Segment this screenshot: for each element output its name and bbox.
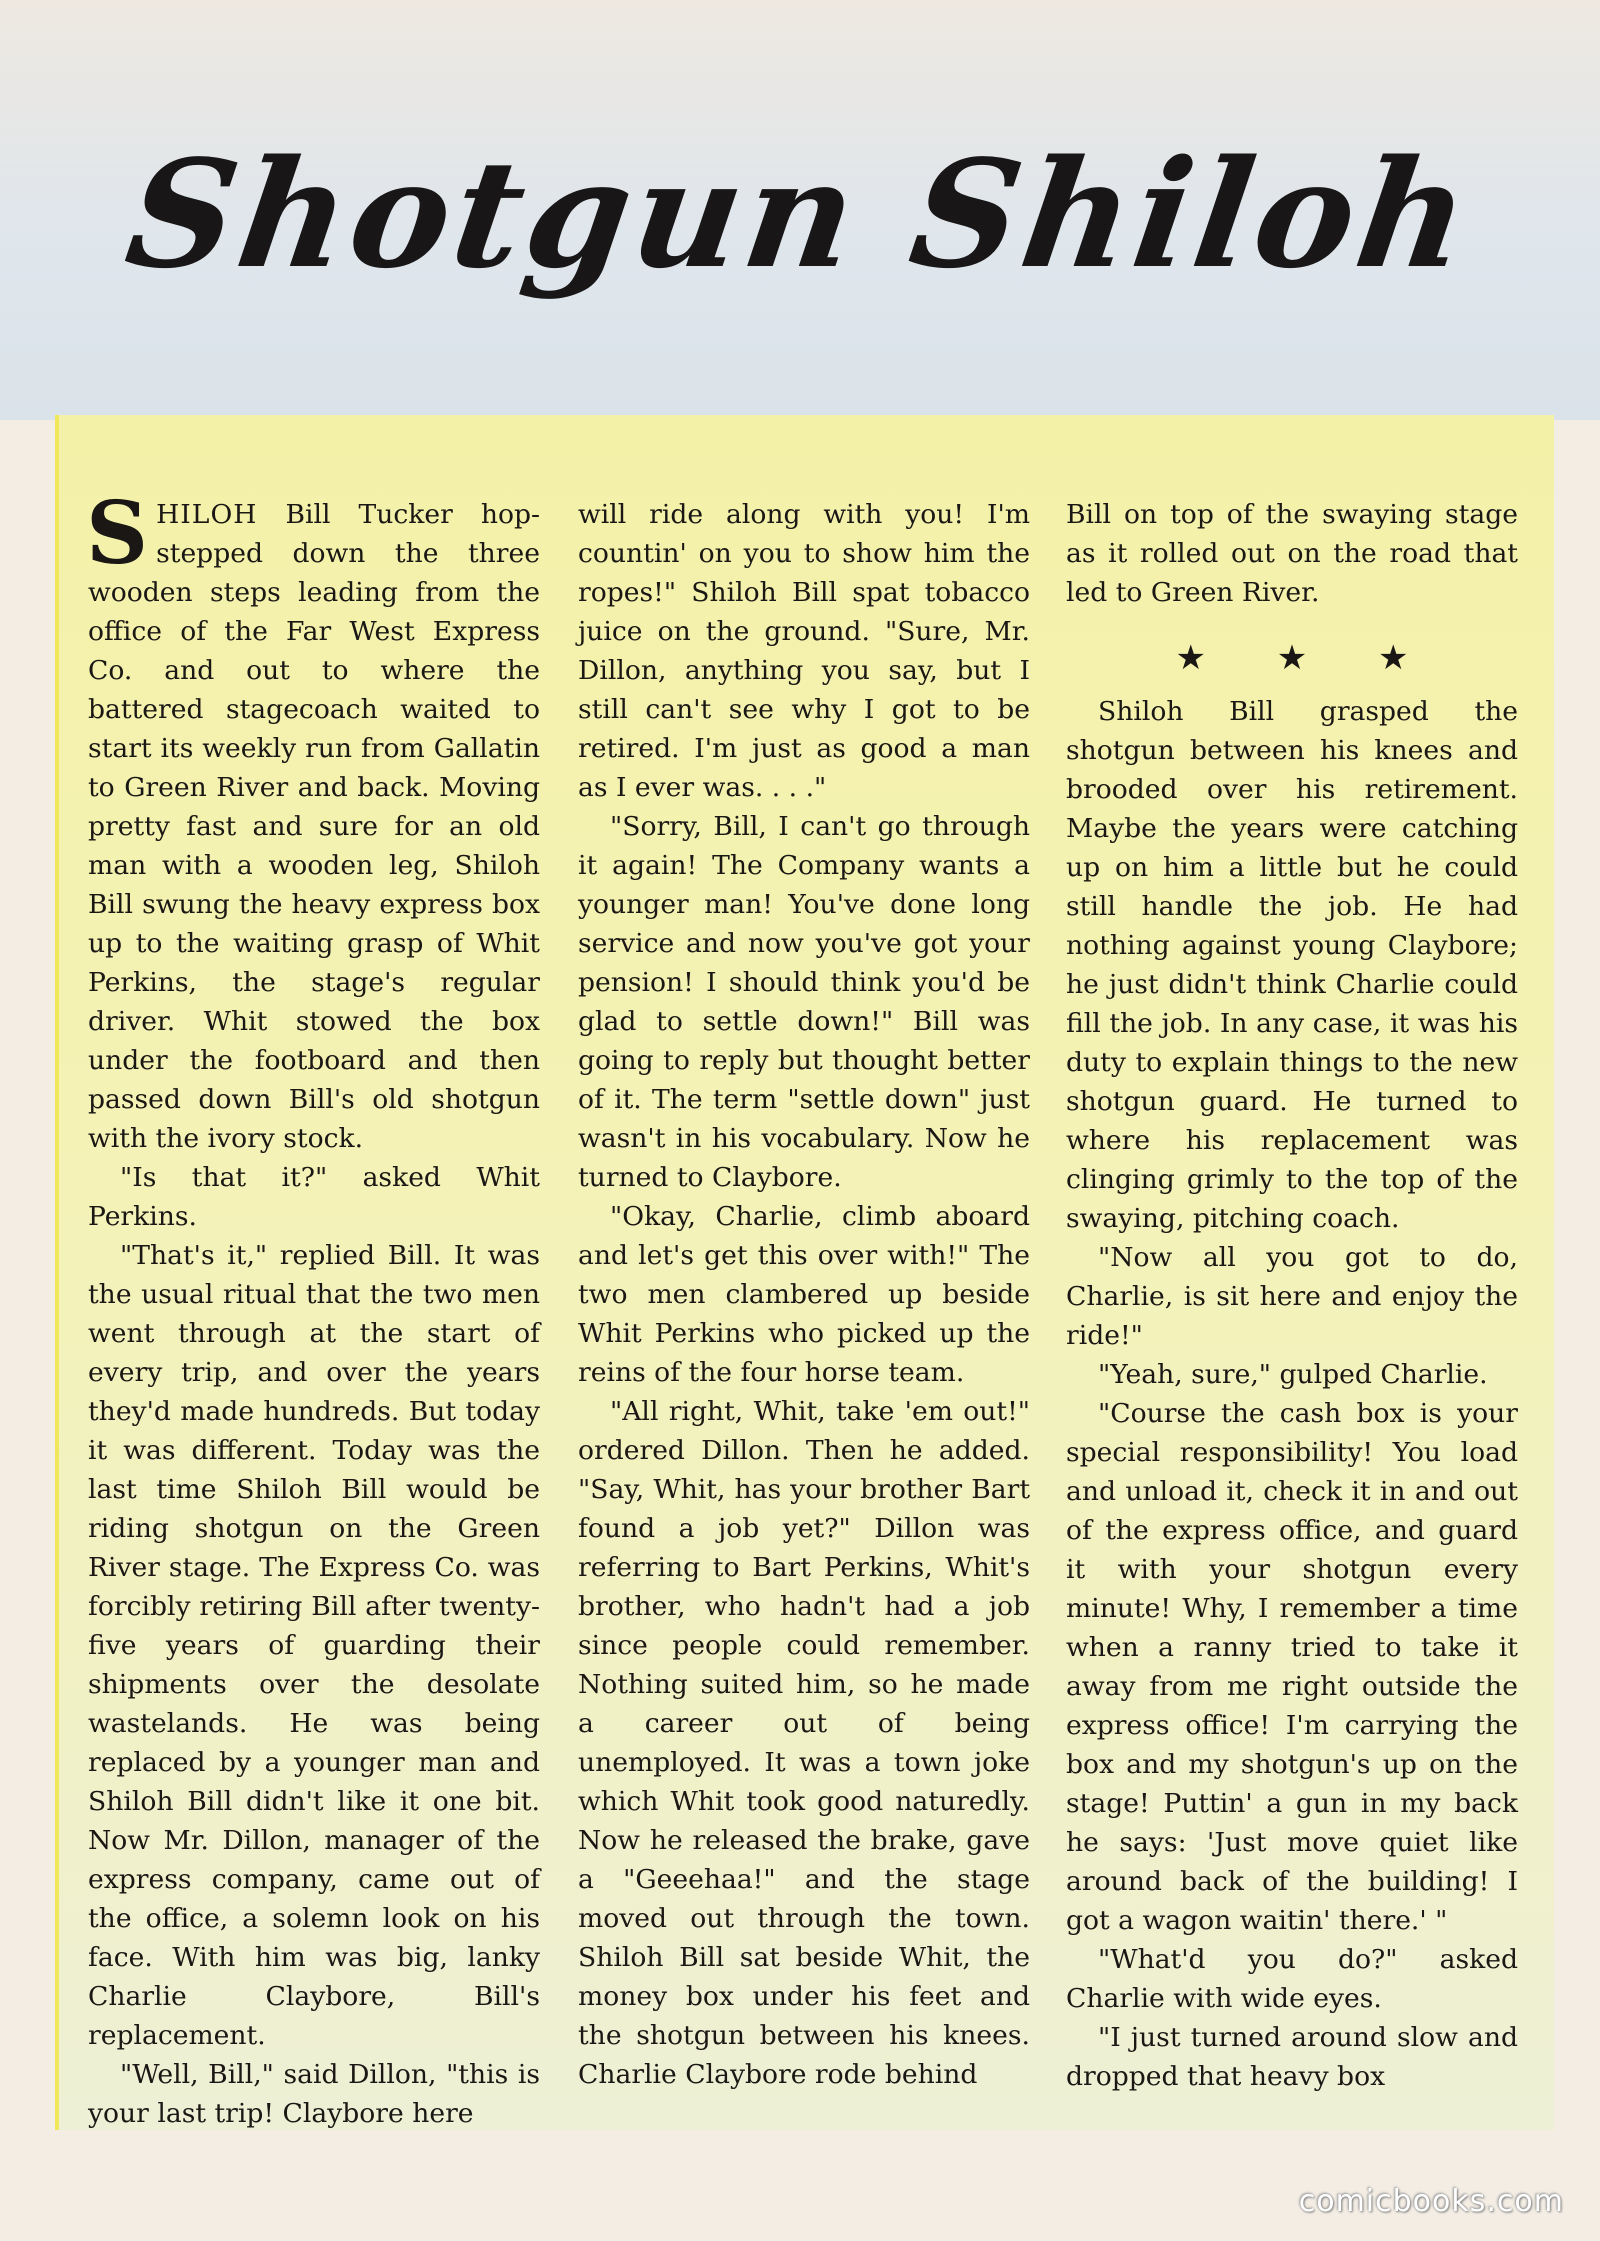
paragraph-text: Bill Tucker hop-stepped down the three wooden steps leading from the office of the Far West Express Co. and out to where the battered stagecoach waited to start its weekly run from Gallatin to Green River and back. Moving pretty fast and sure for an old man with a wooden leg, Shiloh Bill swung the heavy express box up to the waiting grasp of Whit Perkins, the stage's regular driver. Whit stowed the box under the footboard and then passed down Bill's old shotgun with the ivory stock. (88, 499, 540, 1154)
story-paragraph: Shiloh Bill grasped the shotgun between his knees and brooded over his retirement. Maybe the years were catching up on him a little but he could still handle the job. He had nothing against young Claybore; he just didn't think Charlie could fill the job. In any case, it was his duty to explain things to the new shotgun guard. He turned to where his replacement was clinging grimly to the top of the swaying, pitching coach. (1066, 696, 1518, 1234)
story-paragraph: will ride along with you! I'm countin' on you to show him the ropes!" Shiloh Bill spat tobacco juice on the ground. "Sure, Mr. Dillon, anything you say, but I still can't see why I got to be retired. I'm just as good a man as I ever was. . . ." (578, 499, 1030, 803)
story-paragraph: "Is that it?" asked Whit Perkins. (88, 1162, 540, 1232)
watermark: comicbooks.com (1298, 2184, 1564, 2219)
story-column-3 (1066, 495, 1518, 2096)
story-paragraph: "Yeah, sure," gulped Charlie. (1098, 1359, 1488, 1390)
story-paragraph: "Well, Bill," said Dillon, "this is your last trip! Claybore here (88, 2059, 540, 2129)
story-column-2 (578, 495, 1030, 2094)
story-paragraph: "Okay, Charlie, climb aboard and let's get this over with!" The two men clambered up beside Whit Perkins who picked up the reins of the four horse team. (578, 1201, 1030, 1388)
story-paragraph: "Sorry, Bill, I can't go through it again! The Company wants a younger man! You've done long service and now you've got your pension! I should think you'd be glad to settle down!" Bill was going to reply but thought better of it. The term "settle down" just wasn't in his vocabulary. Now he turned to Claybore. (578, 811, 1030, 1193)
page-title: Shotgun Shiloh (117, 127, 1483, 301)
drop-cap: S (86, 483, 149, 584)
story-paragraph: "All right, Whit, take 'em out!" ordered Dillon. Then he added. "Say, Whit, has your brother Bart found a job yet?" Dillon was referring to Bart Perkins, Whit's brother, who hadn't had a job since people could remember. Nothing suited him, so he made a career out of being unemployed. It was a town joke which Whit took good naturedly. Now he released the brake, gave a "Geeehaa!" and the stage moved out through the town. Shiloh Bill sat beside Whit, the money box under his feet and the shotgun between his knees. Charlie Claybore rode behind (578, 1396, 1030, 2090)
section-break-stars: ★ ★ ★ (1175, 638, 1439, 678)
opening-caps: HILOH (156, 499, 258, 530)
story-paragraph: "That's it," replied Bill. It was the usual ritual that the two men went through at the start of every trip, and over the years they'd made hundreds. But today it was different. Today was the last time Shiloh Bill would be riding shotgun on the Green River stage. The Express Co. was forcibly retiring Bill after twenty-five years of guarding their shipments over the desolate wastelands. He was being replaced by a younger man and Shiloh Bill didn't like it one bit. Now Mr. Dillon, manager of the express company, came out of the office, a solemn look on his face. With him was big, lanky Charlie Claybore, Bill's replacement. (88, 1240, 540, 2051)
story-paragraph: Bill on top of the swaying stage as it rolled out on the road that led to Green River. (1066, 499, 1518, 608)
story-paragraph: "Course the cash box is your special responsibility! You load and unload it, check it in and out of the express office, and guard it with your shotgun every minute! Why, I remember a time when a ranny tried to take it away from me right outside the express office! I'm carrying the box and my shotgun's up on the stage! Puttin' a gun in my back he says: 'Just move quiet like around back of the building! I got a wagon waitin' there.' " (1066, 1398, 1518, 1936)
story-paragraph (86, 483, 540, 1158)
story-column-1 (86, 483, 540, 2133)
story-paragraph: "I just turned around slow and dropped that heavy box (1066, 2022, 1518, 2092)
story-paragraph: "Now all you got to do, Charlie, is sit here and enjoy the ride!" (1066, 1242, 1518, 1351)
story-paragraph: "What'd you do?" asked Charlie with wide eyes. (1066, 1944, 1518, 2014)
